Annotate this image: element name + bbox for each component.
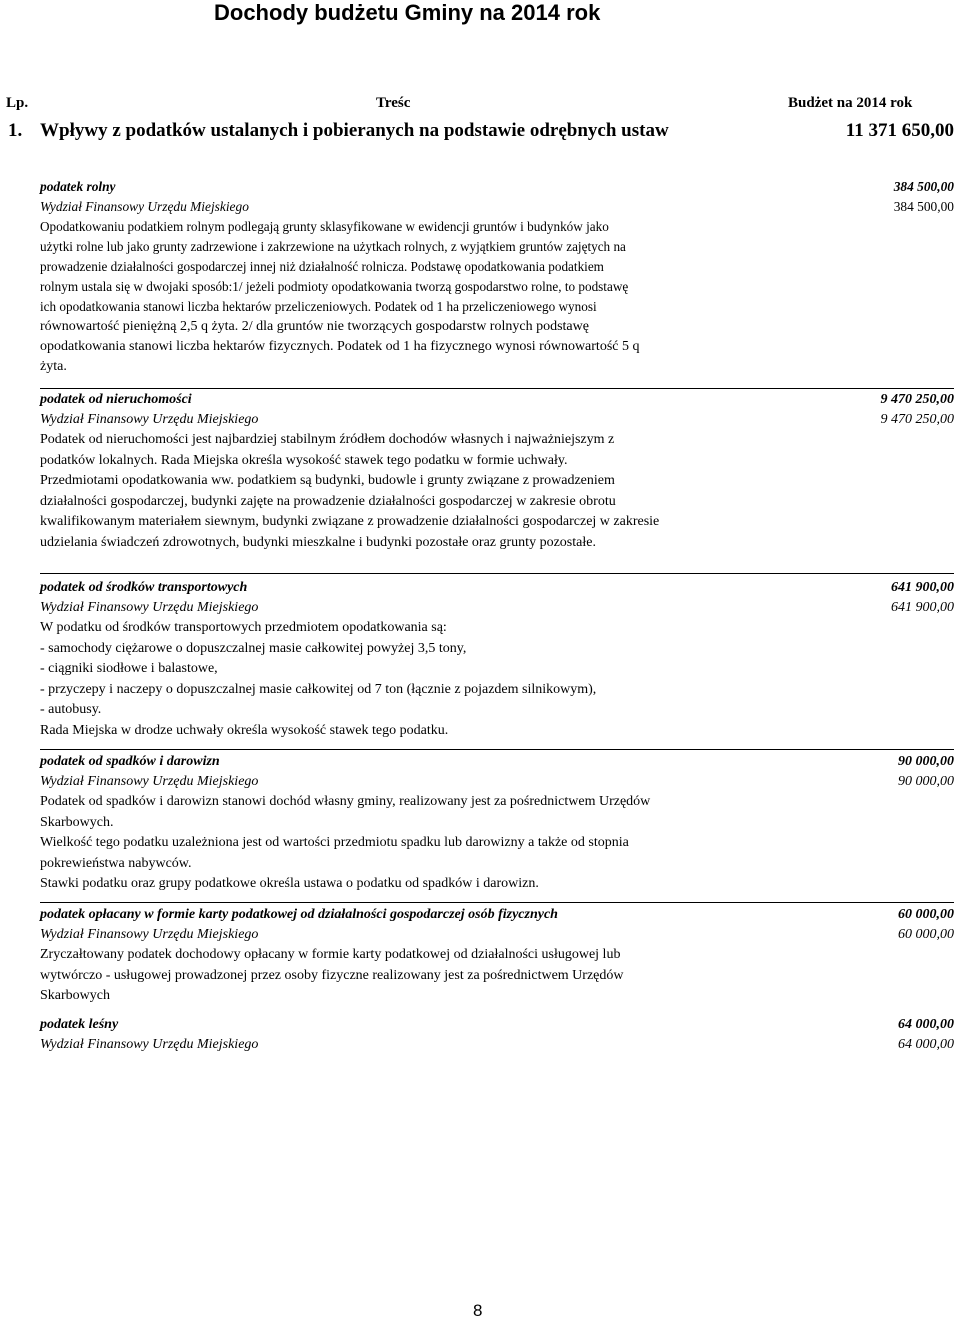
section-amount: 641 900,00: [891, 580, 954, 595]
description-line: Skarbowych: [40, 988, 110, 1003]
section-description: [40, 618, 954, 741]
header-budget: Budżet na 2014 rok: [788, 95, 913, 111]
section-podatek-od-nieruchomosci: [40, 390, 954, 553]
document-title: Dochody budżetu Gminy na 2014 rok: [214, 0, 601, 25]
description-line: Zryczałtowany podatek dochodowy opłacany w formie karty podatkowej od działalności usługowej lub: [40, 947, 621, 962]
unit-name: Wydział Finansowy Urzędu Miejskiego: [40, 774, 259, 789]
description-line: żyta.: [40, 359, 67, 374]
unit-name: Wydział Finansowy Urzędu Miejskiego: [40, 199, 249, 214]
description-line: kwalifikowanym materiałem siewnym, budynki związane z prowadzenie działalności gospodarczej w zakresie: [40, 514, 660, 529]
description-line: Opodatkowaniu podatkiem rolnym podlegają grunty sklasyfikowane w ewidencji gruntów i budynków jako: [40, 219, 609, 234]
section-name: podatek od spadków i darowizn: [40, 754, 220, 769]
description-line: Wielkość tego podatku uzależniona jest od wartości przedmiotu spadku lub darowizny a także od stopnia: [40, 835, 629, 850]
unit-name: Wydział Finansowy Urzędu Miejskiego: [40, 412, 259, 427]
section-name: podatek leśny: [40, 1017, 119, 1032]
main-row-number: 1.: [8, 120, 23, 141]
description-line: Skarbowych.: [40, 814, 114, 830]
section-name: podatek opłacany w formie karty podatkowej od działalności gospodarczej osób fizycznych: [40, 907, 558, 922]
description-line: Stawki podatku oraz grupy podatkowe określa ustawa o podatku od spadków i darowizn.: [40, 876, 539, 891]
section-amount: 64 000,00: [898, 1017, 954, 1032]
description-line: - przyczepy i naczepy o dopuszczalnej masie całkowitej od 7 ton (łącznie z pojazdem silnikowym),: [40, 681, 597, 697]
description-line: podatków lokalnych. Rada Miejska określa wysokość stawek tego podatku w formie uchwały.: [40, 452, 568, 468]
section-description: [40, 792, 954, 895]
unit-amount: 9 470 250,00: [880, 412, 954, 427]
unit-amount: 90 000,00: [898, 774, 954, 789]
description-line: równowartość pieniężną 2,5 q żyta. 2/ dla gruntów nie tworzących gospodarstw rolnych podstawę: [40, 319, 589, 334]
unit-name: Wydział Finansowy Urzędu Miejskiego: [40, 927, 259, 942]
description-line: rolnym ustala się w dwojaki sposób:1/ jeżeli podmioty opodatkowania tworzą gospodarstwo rolne, to podstawę: [40, 279, 629, 294]
description-line: - autobusy.: [40, 702, 102, 717]
description-line: - samochody ciężarowe o dopuszczalnej masie całkowitej powyżej 3,5 tony,: [40, 640, 467, 656]
section-description: [40, 217, 954, 377]
unit-amount: 384 500,00: [893, 199, 954, 214]
section-podatek-lesny: [40, 1015, 954, 1055]
description-line: ich opodatkowania stanowi liczba hektarów przeliczeniowych. Podatek od 1 ha przeliczeniowego wynosi: [40, 299, 597, 314]
description-line: - ciągniki siodłowe i balastowe,: [40, 661, 218, 676]
section-description: [40, 430, 954, 553]
description-line: opodatkowania stanowi liczba hektarów fizycznych. Podatek od 1 ha fizycznego wynosi równowartość 5 q: [40, 339, 640, 354]
section-podatek-od-srodkow-transportowych: [40, 578, 954, 741]
unit-name: Wydział Finansowy Urzędu Miejskiego: [40, 600, 259, 615]
section-name: podatek rolny: [40, 179, 116, 194]
section-amount: 384 500,00: [893, 179, 954, 194]
description-line: Podatek od spadków i darowizn stanowi dochód własny gminy, realizowany jest za pośrednictwem Urzędów: [40, 794, 651, 809]
section-amount: 60 000,00: [898, 907, 954, 922]
section-divider: [40, 573, 954, 574]
section-divider: [40, 749, 954, 750]
description-line: prowadzenie działalności gospodarczej innej niż działalność rolnicza. Podstawę opodatkowania podatkiem: [40, 259, 604, 274]
section-podatek-rolny: [40, 177, 954, 377]
section-name: podatek od środków transportowych: [40, 580, 248, 595]
unit-amount: 641 900,00: [891, 600, 954, 615]
description-line: udzielania świadczeń zdrowotnych, budynki mieszkalne i budynki pozostałe oraz grunty pozostałe.: [40, 534, 596, 550]
header-tresc: Treśc: [376, 95, 411, 111]
section-karta-podatkowa: [40, 905, 954, 1007]
description-line: pokrewieństwa nabywców.: [40, 855, 192, 871]
unit-name: Wydział Finansowy Urzędu Miejskiego: [40, 1037, 259, 1052]
unit-amount: 60 000,00: [898, 927, 954, 942]
description-line: W podatku od środków transportowych przedmiotem opodatkowania są:: [40, 620, 447, 635]
section-amount: 9 470 250,00: [880, 392, 954, 407]
description-line: działalności gospodarczej, budynki zajęte na prowadzenie działalności gospodarczej w zakresie obrotu: [40, 493, 616, 509]
unit-amount: 64 000,00: [898, 1037, 954, 1052]
section-divider: [40, 388, 954, 389]
main-row-label: Wpływy z podatków ustalanych i pobieranych na podstawie odrębnych ustaw: [40, 120, 669, 141]
section-description: [40, 945, 954, 1007]
description-line: wytwórczo - usługowej prowadzonej przez osoby fizyczne realizowany jest za pośrednictwem Urzędów: [40, 967, 624, 983]
main-row-value: 11 371 650,00: [845, 120, 954, 141]
description-line: Podatek od nieruchomości jest najbardziej stabilnym źródłem dochodów własnych i najważniejszym z: [40, 432, 615, 447]
header-lp: Lp.: [6, 95, 29, 111]
description-line: użytki rolne lub jako grunty zadrzewione i zakrzewione na użytkach rolnych, z wyjątkiem gruntów zajętych na: [40, 239, 626, 254]
page-number: 8: [473, 1301, 483, 1320]
section-name: podatek od nieruchomości: [40, 392, 192, 407]
section-podatek-od-spadkow: [40, 752, 954, 895]
section-amount: 90 000,00: [898, 754, 954, 769]
description-line: Przedmiotami opodatkowania ww. podatkiem są budynki, budowle i grunty związane z prowadzeniem: [40, 473, 615, 488]
section-divider: [40, 902, 954, 903]
description-line: Rada Miejska w drodze uchwały określa wysokość stawek tego podatku.: [40, 722, 449, 738]
